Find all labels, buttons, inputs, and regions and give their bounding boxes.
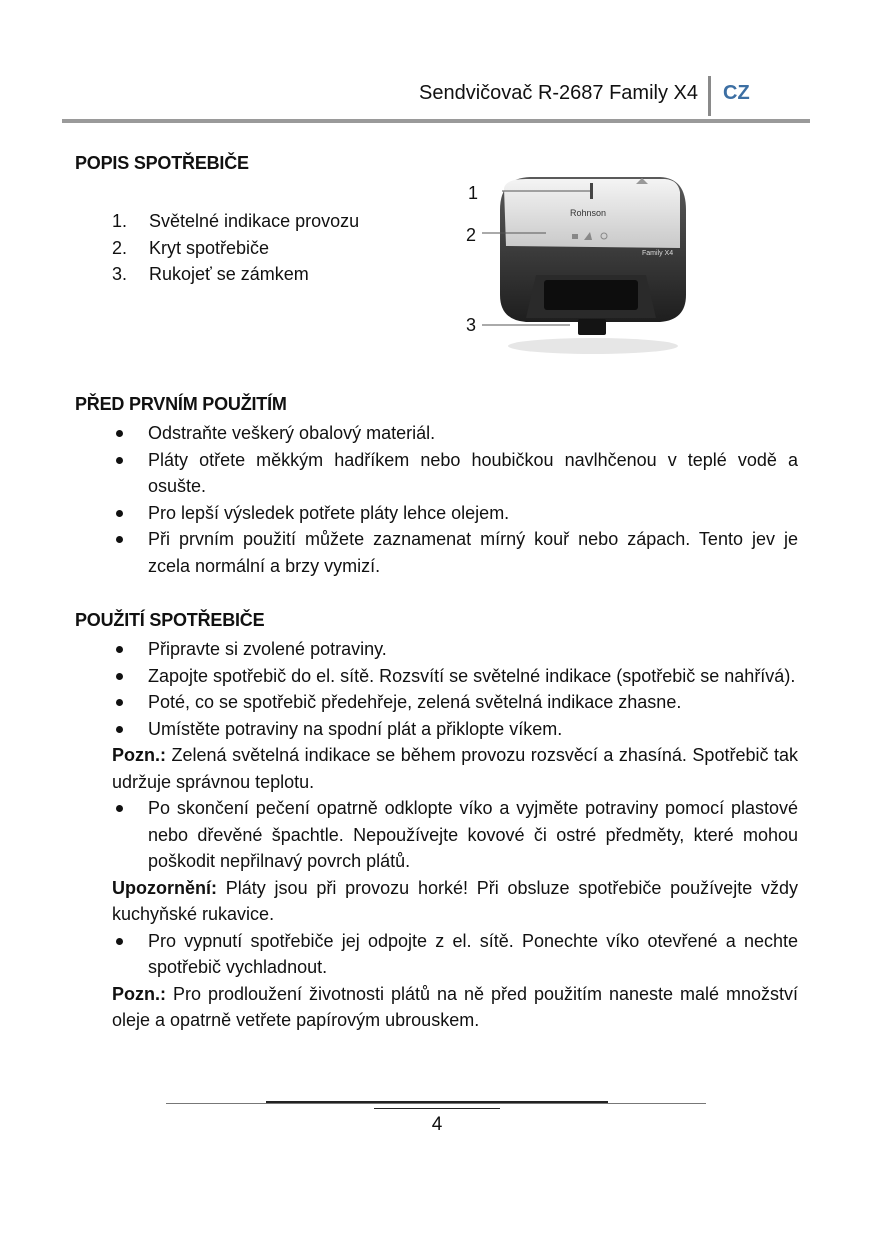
list-item xyxy=(112,261,359,288)
note-text: Zelená světelná indikace se během provozu rozsvěcí a zhasíná. Spotřebič tak udržuje správnou teplotu. xyxy=(112,745,798,792)
list-item: Po skončení pečení opatrně odklopte víko a vyjměte potraviny pomocí plastové nebo dřevěné špachtle. Nepoužívejte kovové či ostré předměty, které mohou poškodit nepřilnavý povrch plátů. xyxy=(112,795,798,875)
appliance-drawing xyxy=(460,170,700,360)
page-number: 4 xyxy=(431,1114,443,1135)
note-paragraph xyxy=(112,981,798,1034)
list-item: Při prvním použití můžete zaznamenat mírný kouř nebo zápach. Tento jev je zcela normální a brzy vymizí. xyxy=(112,526,798,579)
warning-label: Upozornění: xyxy=(112,877,217,898)
list-item: Poté, co se spotřebič předehřeje, zelená světelná indikace zhasne. xyxy=(112,689,798,716)
list-text: Světelné indikace provozu xyxy=(149,211,360,231)
header-rule xyxy=(62,119,810,123)
parts-list xyxy=(112,208,359,288)
list-item xyxy=(112,235,359,262)
list-item: Odstraňte veškerý obalový materiál. xyxy=(112,420,798,447)
language-code: CZ xyxy=(723,82,750,104)
handle-with-lock xyxy=(544,280,638,310)
footer-rule xyxy=(266,1101,608,1103)
callout-3: 3 xyxy=(466,315,477,335)
header-divider xyxy=(708,76,711,116)
list-item: Pro vypnutí spotřebiče jej odpojte z el. sítě. Ponechte víko otevřené a nechte spotřebič vychladnout. xyxy=(112,928,798,981)
callout-2: 2 xyxy=(466,225,477,245)
callout-1: 1 xyxy=(468,183,479,203)
list-item: Pláty otřete měkkým hadříkem nebo houbičkou navlhčenou v teplé vodě a osušte. xyxy=(112,447,798,500)
list-item: Připravte si zvolené potraviny. xyxy=(112,636,798,663)
list-number: 2. xyxy=(112,237,128,258)
note-text: Pro prodloužení životnosti plátů na ně před použitím naneste malé množství oleje a opatrně vetřete papírovým ubrouskem. xyxy=(112,983,798,1030)
list-number: 1. xyxy=(112,211,128,231)
section-heading-description: POPIS SPOTŘEBIČE xyxy=(75,153,249,173)
note-label: Pozn.: xyxy=(112,983,166,1004)
footer-rule xyxy=(166,1103,706,1104)
footer-rule xyxy=(374,1108,500,1109)
section-heading-before-first-use: PŘED PRVNÍM POUŽITÍM xyxy=(75,394,287,414)
list-text: Kryt spotřebiče xyxy=(149,237,270,258)
note-paragraph xyxy=(112,742,798,795)
list-item: Pro lepší výsledek potřete pláty lehce olejem. xyxy=(112,500,798,527)
document-header-title: Sendvičovač R-2687 Family X4 xyxy=(418,82,698,104)
brand-logo-text: Rohnson xyxy=(570,208,607,218)
sandwich-maker-illustration xyxy=(460,170,700,360)
list-item: Umístěte potraviny na spodní plát a přiklopte víkem. xyxy=(112,716,798,743)
section-heading-usage: POUŽITÍ SPOTŘEBIČE xyxy=(75,610,265,630)
warning-text: Pláty jsou při provozu horké! Při obsluze spotřebiče používejte vždy kuchyňské rukavice. xyxy=(112,877,798,924)
list-item: Zapojte spotřebič do el. sítě. Rozsvítí se světelné indikace (spotřebič se nahřívá). xyxy=(112,663,798,690)
list-number: 3. xyxy=(112,264,128,284)
usage-content xyxy=(112,636,798,1034)
model-label-text: Family X4 xyxy=(642,250,674,257)
before-first-use-list xyxy=(112,420,798,579)
note-label: Pozn.: xyxy=(112,745,166,765)
list-text: Rukojeť se zámkem xyxy=(149,264,309,284)
indicator-light-icon xyxy=(590,183,593,199)
list-item xyxy=(112,208,359,235)
warning-paragraph xyxy=(112,875,798,928)
